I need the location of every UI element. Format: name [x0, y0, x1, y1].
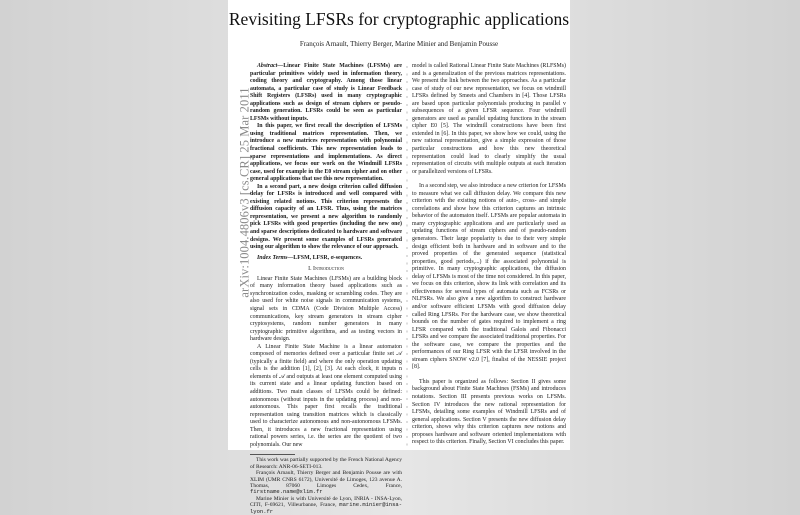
paper-page [228, 0, 570, 515]
footnote-funding: This work was partially supported by the French National Agency of Research: ANR-06-SETI-013. [250, 457, 402, 470]
intro-paragraph-2: A Linear Finite State Machine is a linear automaton composed of memories defined over a particular finite set 𝒜 (typically a finite field) and where the only operation updating cells is the addition [1], [2], [3]. At each clock, it inputs n elements of 𝒜 and outputs at least one element computed using its current state and a linear updating function based on additions. Two main classes of LFSMs could be defined: autonomous (without inputs in the updating process) and non-autonomous. This paper first recalls the traditional representation using transition matrices which is classically used to characterize autonomous and non-autonomous LFSMs. Then, it introduces a new fractional representation using rational powers series, i.e. the series are the quotient of two polynomials. Our new [250, 343, 402, 448]
paper-title: Revisiting LFSRs for cryptographic applications [228, 9, 570, 29]
arxiv-stamp: arXiv:1004.4806v3 [cs.CR] 25 Mar 2011 [237, 87, 252, 298]
abstract-paragraph-2: In this paper, we first recall the description of LFSMs using traditional matrices representation. Then, we introduce a new matrices representation with polynomial fractional coefficients. This new representation leads to sparse representations and implementations. As direct applications, we focus our work on the Windmill LFSRs case, used for example in the E0 stream cipher and on other general applications that use this new representation. [250, 123, 402, 183]
paper-authors: François Arnault, Thierry Berger, Marine Minier and Benjamin Pousse [299, 40, 499, 48]
footnote-affiliation-xlim: François Arnault, Thierry Berger and Benjamin Pousse are with XLIM (UMR CNRS 6172), Université de Limoges, 123 avenue A. Thomas, 87060 Limoges Cedex, France, firstname.name@xlim.fr [250, 470, 402, 496]
right-column [412, 63, 566, 447]
email-link[interactable]: marine.minier@insa-lyon.fr [250, 501, 403, 515]
body-paragraph: This paper is organized as follows: Section II gives some background about Finite State Machines (FSMs) and introduces notations. Section III presents previous works on LFSMs. Section IV introduces the new rational representation for LFSMs, detailing some examples of Windmill LFSRs and of general applications. Section V presents the new diffusion delay criterion, shows why this criterion captures new notions and proposes hardware and software oriented implementations with respect to this criterion. Finally, Section VI concludes this paper. [412, 378, 566, 446]
index-terms-label: Index Terms [257, 254, 288, 261]
abstract-paragraph-1: Abstract—Linear Finite State Machines (LFSMs) are particular primitives widely used in information theory, coding theory and cryptography. Among those linear automata, a particular case of study is Linear Feedback Shift Registers (LFSRs) used in many cryptographic applications such as design of stream ciphers or pseudo-random generation. LFSRs could be seen as particular LFSMs without inputs. [250, 63, 402, 122]
body-paragraph: In a second step, we also introduce a new criterion for LFSMs to measure what we call diffusion delay. We compare this new criterion with the existing notions of auto-, cross- and simple correlations and show how this criterion captures an intrinsic behavior of the automaton itself. LFSMs are popular automata in many cryptographic applications and are particularly used as updating functions of stream ciphers and of pseudo-random generators. Their large popularity is due to their very simple design efficient both in hardware and in software and to the proved properties of the generated sequence (statistical properties, good periods,...) if the associated polynomial is primitive. In many cryptographic applications, the diffusion delay of LFSMs is most of the time not considered. In this paper, we focus on this criterion, show its link with correlation and its effectiveness for several types of automata such as FCSRs or NLFSRs. We also give a new algorithm to construct hardware and/or software efficient LFSMs with good diffusion delay called Ring LFSRs. For the hardware case, we show theoretical bounds on the number of gates required to implement a ring LFSR compared with the traditional Galois and Fibonacci LFSRs and we compare the associated traditional properties. For the software case, we compare the properties and the performances of our Ring LFSR with the LFSR involved in the stream ciphers SNOW v2.0 [7], finalist of the NESSIE project [8]. [412, 183, 566, 371]
index-terms: Index Terms—LFSM, LFSR, σ-sequences. [257, 254, 363, 261]
left-column [250, 63, 402, 515]
section-heading-introduction: I. Introduction [308, 266, 344, 273]
body-paragraph: model is called Rational Linear Finite State Machines (RLFSMs) and is a generalization of the previous matrices representations. We present the link between the two approaches. As a particular case of study of our new representation, we focus on windmill LFSRs defined by Smeets and Chambers in [4]. Those LFSRs are based upon particular polynomials producing in parallel v subsequences of a given LFSR sequence. Four windmill generators are used as parallel updating functions in the stream cipher E0 [5]. The windmill constructions have been first extended in [6]. In this paper, we show how we could, using the new rational representation, give a simple expression of those particular constructions and how this new theoretical representation could lead to clearly simplify the usual representation of circuits with multiple outputs at each iteration or parallelized versions of LFSRs. [412, 63, 566, 175]
intro-paragraph-1: Linear Finite State Machines (LFSMs) are a building block of many information theory based applications such as synchronization codes, masking or scrambling codes. They are also used for white noise signals in communication systems, signal sets in CDMA (Code Division Multiple Access) communications, key stream generators in stream cipher cryptosystems, random number generators in many cryptographic primitive algorithms, and as testing vectors in hardware design. [250, 275, 402, 343]
footnotes [250, 454, 402, 515]
email-link[interactable]: firstname.name@xlim.fr [250, 488, 323, 496]
line-marker-column [406, 66, 408, 446]
abstract-label: Abstract [257, 63, 278, 69]
footnote-affiliation-insa: Marine Minier is with Université de Lyon, INRIA - INSA-Lyon, CITI, F-69621, Villeurbanne, France, marine.minier@insa-lyon.fr [250, 495, 403, 515]
footnote-rule [250, 454, 295, 455]
abstract-paragraph-3: In a second part, a new design criterion called diffusion delay for LFSRs is introduced and well compared with existing related notions. This criterion represents the diffusion capacity of an LFSR. Thus, using the matrices representation, we present a new algorithm to randomly pick LFSRs with good properties (including the new one) and sparse descriptions dedicated to hardware and software designs. We present some examples of LFSRs generated using our algorithm to show the relevance of our approach. [250, 183, 402, 251]
